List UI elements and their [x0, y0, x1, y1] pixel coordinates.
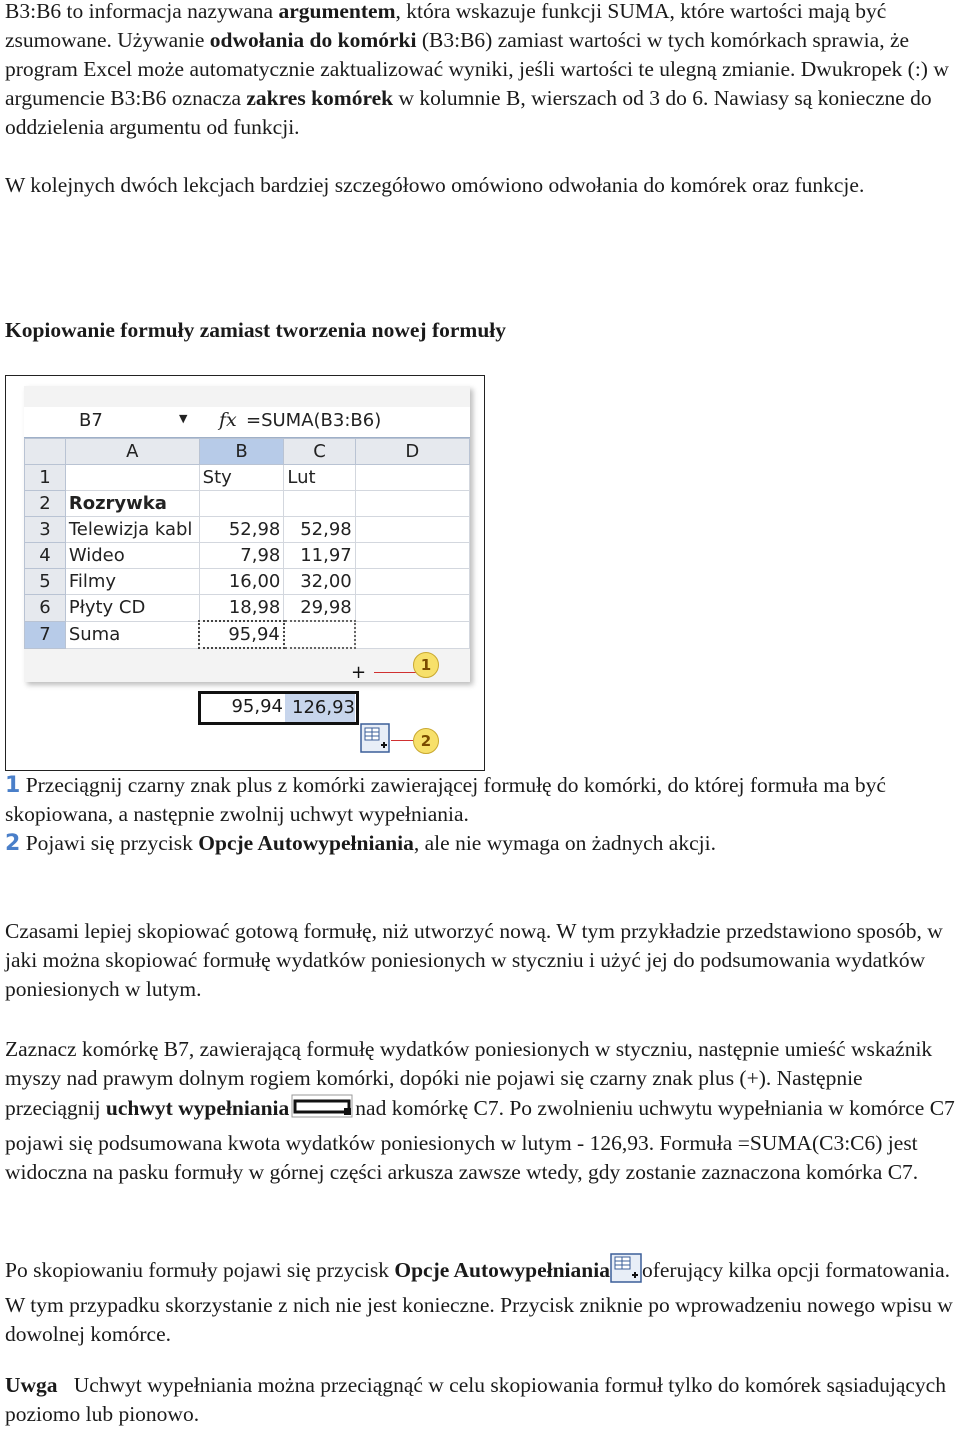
- name-box[interactable]: B7: [79, 410, 103, 431]
- note-label: Uwga: [5, 1373, 58, 1397]
- table-row: [25, 621, 470, 648]
- cell-grid: [24, 438, 470, 649]
- text: Pojawi się przycisk: [20, 831, 199, 855]
- cell-b5[interactable]: 16,00: [199, 569, 284, 595]
- row-header[interactable]: 7: [25, 621, 66, 648]
- cell-b3[interactable]: 52,98: [199, 517, 284, 543]
- term-cell-range: zakres komórek: [246, 86, 394, 110]
- term-cell-reference: odwołania do komórki: [209, 28, 417, 52]
- cell-c7[interactable]: [284, 621, 355, 648]
- text: (B3:B6) zamiast wartości w tych komórkach sprawia, że program Excel może automatycznie zaktualizować wyniki, jeśli wartości te ulegną zmianie. Dwukropek (:) w argumencie B3:B6 oznacza: [5, 28, 949, 110]
- cell-b4[interactable]: 7,98: [199, 543, 284, 569]
- selected-range[interactable]: [198, 691, 359, 725]
- text: , ale nie wymaga on żadnych akcji.: [413, 831, 716, 855]
- excel-figure: [5, 375, 485, 771]
- cell-c5[interactable]: 32,00: [284, 569, 355, 595]
- text: Przeciągnij czarny znak plus z komórki zawierającej formułę do komórki, do której formuła ma być skopiowana, a następnie zwolnij uchwyt wypełniania.: [5, 773, 886, 826]
- chevron-down-icon[interactable]: ▼: [179, 412, 188, 425]
- callout-line: [391, 740, 413, 741]
- row-header[interactable]: 2: [25, 491, 66, 517]
- cell-d2[interactable]: [355, 491, 469, 517]
- table-row: [25, 543, 470, 569]
- step-number-2: 2: [5, 831, 21, 856]
- cell-d7[interactable]: [355, 621, 469, 648]
- cell-d4[interactable]: [355, 543, 469, 569]
- column-header-b[interactable]: B: [199, 439, 284, 465]
- text: nad komórkę C7. Po zwolnieniu uchwytu wypełniania w komórce C7 pojawi się podsumowana kwota wydatków poniesionych w lutym - 126,93. Formuła =SUMA(C3:C6) jest widoczna na pasku formuły w górnej części arkusza zawsze wtedy, gdy zostanie zaznaczona komórka C7.: [5, 1096, 955, 1184]
- row-header[interactable]: 1: [25, 465, 66, 491]
- selected-c7-value: 126,93: [285, 694, 355, 722]
- text: Zaznacz komórkę B7, zawierającą formułę wydatków poniesionych w styczniu, następnie umieść wskaźnik myszy nad prawym dolnym rogiem komórki, dopóki nie pojawi się czarny znak plus (+). Następnie przeciągnij: [5, 1037, 933, 1120]
- cell-a6[interactable]: Płyty CD: [65, 595, 199, 622]
- paragraph-copy-formula: Czasami lepiej skopiować gotową formułę, niż utworzyć nową. W tym przykładzie przedstawiono sposób, w jaki można skopiować formułę wydatków poniesionych w styczniu i użyć jej do podsumowania wydatków poniesionych w lutym.: [5, 919, 943, 1001]
- paragraph-autofill-button: [5, 1253, 957, 1349]
- paragraph-next-lessons: W kolejnych dwóch lekcjach bardziej szczegółowo omówiono odwołania do komórek oraz funkcje.: [5, 173, 865, 197]
- cell-a5[interactable]: Filmy: [65, 569, 199, 595]
- function-icon[interactable]: fx: [219, 409, 237, 431]
- cell-b1[interactable]: Sty: [199, 465, 284, 491]
- text: Po skopiowaniu formuły pojawi się przycisk: [5, 1258, 395, 1282]
- cell-a4[interactable]: Wideo: [65, 543, 199, 569]
- text: oferujący kilka opcji formatowania. W tym przypadku skorzystanie z nich nie jest konieczne. Przycisk zniknie po wprowadzeniu nowego wpisu w dowolnej komórce.: [5, 1258, 953, 1346]
- row-header[interactable]: 3: [25, 517, 66, 543]
- spreadsheet: [24, 386, 470, 682]
- table-row: [25, 595, 470, 622]
- column-header-c[interactable]: C: [284, 439, 355, 465]
- cell-d3[interactable]: [355, 517, 469, 543]
- term-autofill-options: Opcje Autowypełniania: [198, 831, 414, 855]
- row-header[interactable]: 4: [25, 543, 66, 569]
- cell-b7[interactable]: 95,94: [199, 621, 284, 648]
- term-fill-handle: uchwyt wypełniania: [105, 1096, 290, 1120]
- cell-c1[interactable]: Lut: [284, 465, 355, 491]
- autofill-options-icon[interactable]: [360, 723, 390, 758]
- cell-a7[interactable]: Suma: [65, 621, 199, 648]
- cell-c2[interactable]: [284, 491, 355, 517]
- cell-a1[interactable]: [65, 465, 199, 491]
- autofill-options-icon: [610, 1253, 642, 1291]
- fill-handle-icon: [289, 1093, 355, 1129]
- fill-handle-plus-icon[interactable]: +: [351, 662, 367, 683]
- text: , która wskazuje funkcji SUMA, które wartości mają być zsumowane. Używanie: [5, 0, 887, 52]
- formula-bar: [24, 407, 470, 438]
- cell-d6[interactable]: [355, 595, 469, 622]
- table-row: [25, 517, 470, 543]
- text: w kolumnie B, wierszach od 3 do 6. Nawiasy są konieczne do oddzielenia argumentu od funkcji.: [5, 86, 932, 139]
- corner-cell[interactable]: [25, 439, 66, 465]
- cell-c3[interactable]: 52,98: [284, 517, 355, 543]
- paragraph-select-b7: [5, 1035, 957, 1187]
- selected-b7-value: 95,94: [231, 696, 283, 717]
- step-2-text: [5, 829, 957, 858]
- term-autofill-options: Opcje Autowypełniania: [394, 1258, 610, 1282]
- paragraph-argument: [5, 0, 957, 142]
- cell-d5[interactable]: [355, 569, 469, 595]
- column-header-d[interactable]: D: [355, 439, 469, 465]
- text: Uchwyt wypełniania można przeciągnąć w celu skopiowania formuł tylko do komórek sąsiadujących poziomo lub pionowo.: [5, 1373, 952, 1426]
- text: B3:B6 to informacja nazywana: [5, 0, 279, 23]
- table-row: [25, 569, 470, 595]
- callout-badge-1: 1: [413, 652, 439, 678]
- cell-d1[interactable]: [355, 465, 469, 491]
- column-header-a[interactable]: A: [65, 439, 199, 465]
- formula-text[interactable]: =SUMA(B3:B6): [246, 410, 382, 431]
- step-1-text: [5, 771, 957, 829]
- callout-badge-2: 2: [413, 728, 439, 754]
- table-row: [25, 465, 470, 491]
- cell-c4[interactable]: 11,97: [284, 543, 355, 569]
- paragraph-note: [5, 1371, 957, 1429]
- row-header[interactable]: 5: [25, 569, 66, 595]
- term-argument: argumentem: [278, 0, 396, 23]
- cell-a2[interactable]: Rozrywka: [65, 491, 199, 517]
- table-row: [25, 491, 470, 517]
- section-heading: Kopiowanie formuły zamiast tworzenia nowej formuły: [5, 318, 506, 342]
- step-number-1: 1: [5, 773, 21, 798]
- cell-b2[interactable]: [199, 491, 284, 517]
- cell-c6[interactable]: 29,98: [284, 595, 355, 622]
- row-header[interactable]: 6: [25, 595, 66, 622]
- cell-a3[interactable]: Telewizja kabl: [65, 517, 199, 543]
- cell-b6[interactable]: 18,98: [199, 595, 284, 622]
